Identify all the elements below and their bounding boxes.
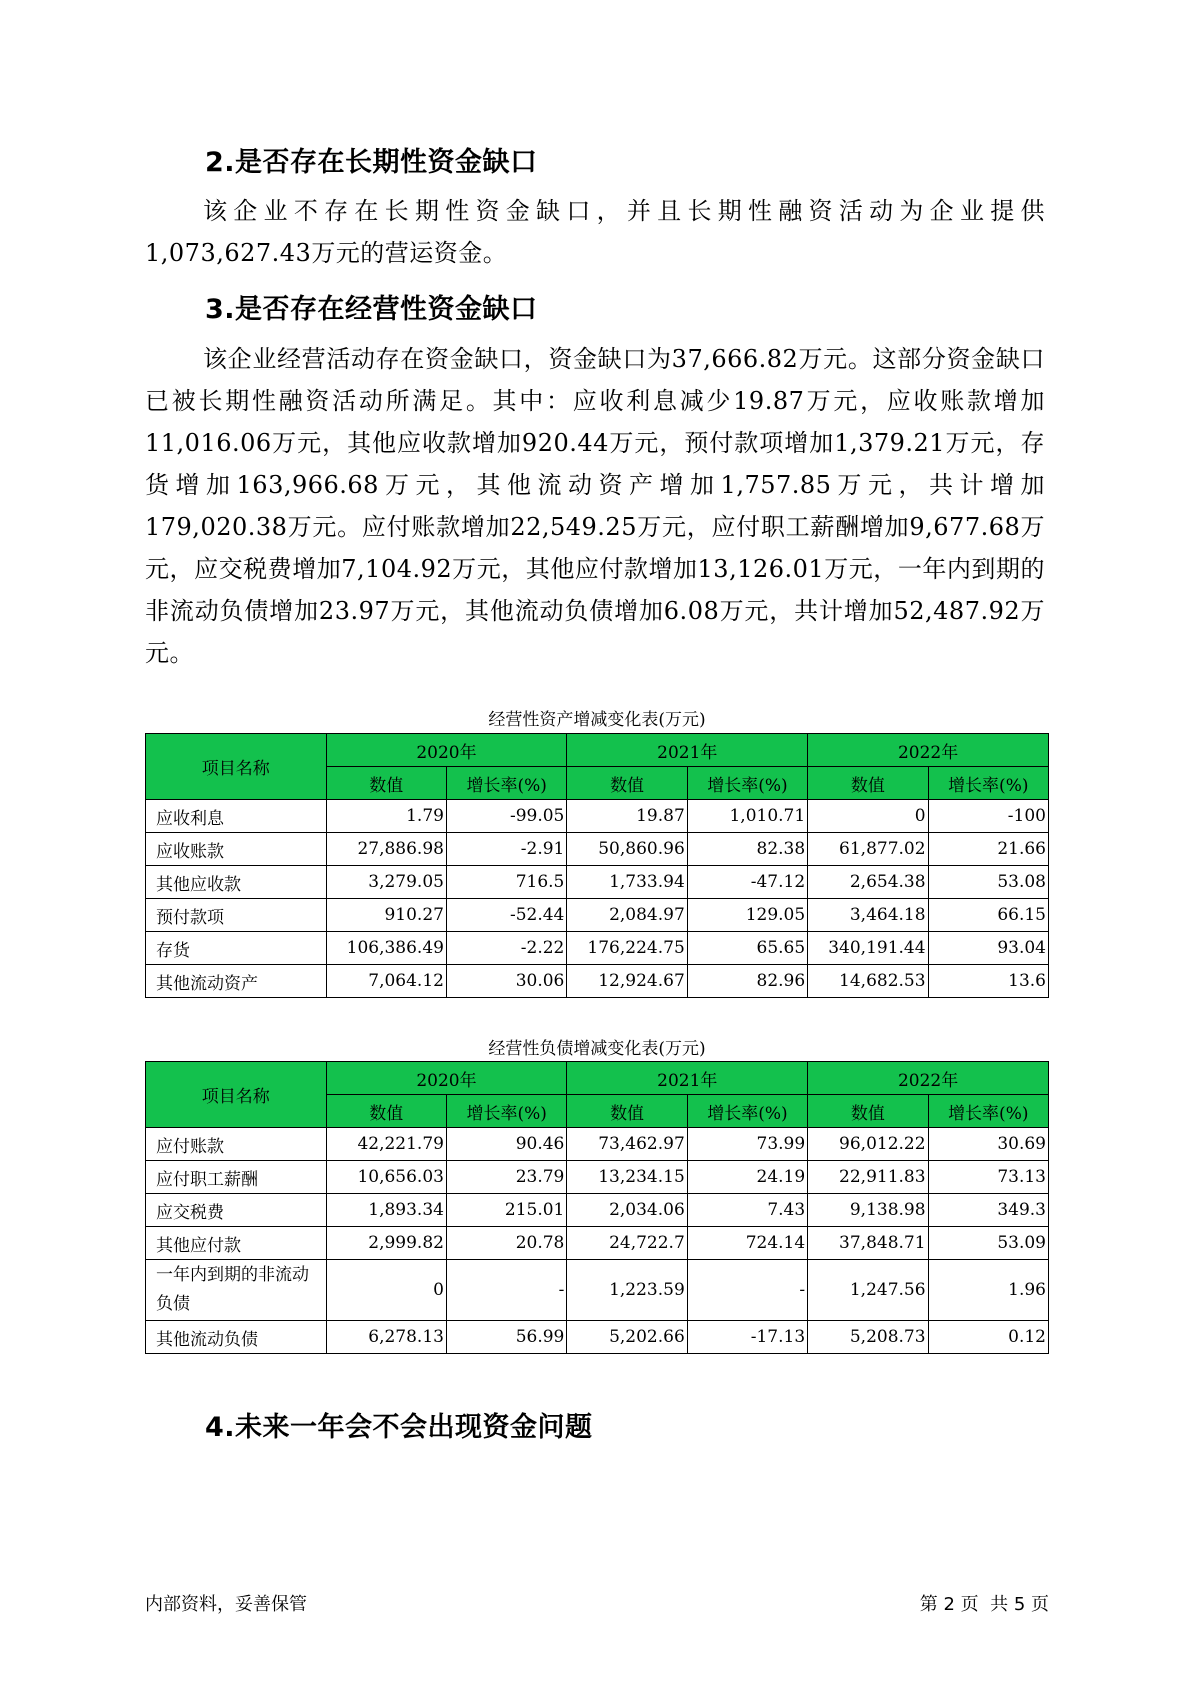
cell-value: 2,034.06 <box>567 1194 687 1227</box>
cell-growth: 73.99 <box>687 1128 807 1161</box>
item-name: 存货 <box>146 932 327 965</box>
value-header: 数值 <box>567 767 687 800</box>
table-row <box>146 1260 1049 1321</box>
item-name: 应付账款 <box>146 1128 327 1161</box>
cell-value: 1.79 <box>326 800 446 833</box>
cell-value: 61,877.02 <box>808 833 928 866</box>
cell-value: 24,722.7 <box>567 1227 687 1260</box>
cell-value: 1,247.56 <box>808 1260 928 1321</box>
cell-growth: -17.13 <box>687 1321 807 1354</box>
item-name: 一年内到期的非流动负债 <box>146 1260 327 1321</box>
cell-growth: 129.05 <box>687 899 807 932</box>
cell-growth: 724.14 <box>687 1227 807 1260</box>
table-row <box>146 965 1049 998</box>
section-2-paragraph: 该企业不存在长期性资金缺口，并且长期性融资活动为企业提供1,073,627.43万元的营运资金。 <box>145 197 1045 267</box>
cell-growth: 13.6 <box>928 965 1048 998</box>
cell-growth: -47.12 <box>687 866 807 899</box>
cell-value: 12,924.67 <box>567 965 687 998</box>
section-3-heading: 3.是否存在经营性资金缺口 <box>205 294 538 325</box>
cell-value: 37,848.71 <box>808 1227 928 1260</box>
item-name: 其他应付款 <box>146 1227 327 1260</box>
cell-value: 176,224.75 <box>567 932 687 965</box>
item-name: 其他流动负债 <box>146 1321 327 1354</box>
cell-growth: -100 <box>928 800 1048 833</box>
cell-value: 27,886.98 <box>326 833 446 866</box>
value-header: 数值 <box>326 767 446 800</box>
item-name-header: 项目名称 <box>146 734 327 800</box>
cell-growth: 30.69 <box>928 1128 1048 1161</box>
cell-growth: - <box>687 1260 807 1321</box>
cell-growth: 24.19 <box>687 1161 807 1194</box>
table-row <box>146 899 1049 932</box>
year-header: 2021年 <box>567 1062 808 1095</box>
growth-rate-header: 增长率(%) <box>687 1095 807 1128</box>
cell-growth: -52.44 <box>446 899 566 932</box>
value-header: 数值 <box>326 1095 446 1128</box>
cell-value: 3,464.18 <box>808 899 928 932</box>
cell-value: 2,999.82 <box>326 1227 446 1260</box>
cell-value: 10,656.03 <box>326 1161 446 1194</box>
assets-change-table <box>145 733 1049 998</box>
table-row <box>146 866 1049 899</box>
item-name: 应交税费 <box>146 1194 327 1227</box>
item-name: 应收账款 <box>146 833 327 866</box>
assets-table-caption: 经营性资产增减变化表(万元) <box>488 710 706 730</box>
cell-growth: -2.22 <box>446 932 566 965</box>
cell-value: 5,208.73 <box>808 1321 928 1354</box>
cell-growth: 93.04 <box>928 932 1048 965</box>
cell-growth: 349.3 <box>928 1194 1048 1227</box>
cell-growth: 21.66 <box>928 833 1048 866</box>
cell-value: 2,654.38 <box>808 866 928 899</box>
cell-growth: 53.08 <box>928 866 1048 899</box>
table-row <box>146 1321 1049 1354</box>
cell-growth: 23.79 <box>446 1161 566 1194</box>
cell-value: 14,682.53 <box>808 965 928 998</box>
year-header: 2020年 <box>326 1062 567 1095</box>
liabilities-change-table <box>145 1061 1049 1354</box>
cell-growth: -2.91 <box>446 833 566 866</box>
cell-growth: 1.96 <box>928 1260 1048 1321</box>
year-header: 2022年 <box>808 1062 1049 1095</box>
growth-rate-header: 增长率(%) <box>446 1095 566 1128</box>
cell-value: 2,084.97 <box>567 899 687 932</box>
year-header: 2020年 <box>326 734 567 767</box>
footer-page-number: 第 2 页 共 5 页 <box>919 1594 1049 1615</box>
table-row <box>146 1227 1049 1260</box>
cell-value: 1,733.94 <box>567 866 687 899</box>
growth-rate-header: 增长率(%) <box>928 1095 1048 1128</box>
cell-growth: 0.12 <box>928 1321 1048 1354</box>
cell-growth: 7.43 <box>687 1194 807 1227</box>
item-name: 应付职工薪酬 <box>146 1161 327 1194</box>
value-header: 数值 <box>808 767 928 800</box>
cell-growth: - <box>446 1260 566 1321</box>
cell-value: 73,462.97 <box>567 1128 687 1161</box>
item-name: 其他流动资产 <box>146 965 327 998</box>
cell-growth: 82.38 <box>687 833 807 866</box>
section-2-heading: 2.是否存在长期性资金缺口 <box>205 147 538 178</box>
cell-growth: 53.09 <box>928 1227 1048 1260</box>
cell-value: 7,064.12 <box>326 965 446 998</box>
item-name: 其他应收款 <box>146 866 327 899</box>
cell-value: 0 <box>808 800 928 833</box>
value-header: 数值 <box>567 1095 687 1128</box>
cell-value: 1,223.59 <box>567 1260 687 1321</box>
year-header: 2022年 <box>808 734 1049 767</box>
cell-growth: 82.96 <box>687 965 807 998</box>
cell-growth: 73.13 <box>928 1161 1048 1194</box>
cell-growth: 65.65 <box>687 932 807 965</box>
item-name: 应收利息 <box>146 800 327 833</box>
table-row <box>146 1128 1049 1161</box>
cell-value: 5,202.66 <box>567 1321 687 1354</box>
cell-value: 3,279.05 <box>326 866 446 899</box>
cell-value: 13,234.15 <box>567 1161 687 1194</box>
cell-growth: 1,010.71 <box>687 800 807 833</box>
cell-value: 42,221.79 <box>326 1128 446 1161</box>
growth-rate-header: 增长率(%) <box>687 767 807 800</box>
value-header: 数值 <box>808 1095 928 1128</box>
cell-value: 96,012.22 <box>808 1128 928 1161</box>
growth-rate-header: 增长率(%) <box>446 767 566 800</box>
cell-growth: 215.01 <box>446 1194 566 1227</box>
cell-value: 340,191.44 <box>808 932 928 965</box>
cell-value: 106,386.49 <box>326 932 446 965</box>
footer-confidential-note: 内部资料，妥善保管 <box>145 1594 307 1615</box>
cell-growth: 20.78 <box>446 1227 566 1260</box>
table-row <box>146 833 1049 866</box>
growth-rate-header: 增长率(%) <box>928 767 1048 800</box>
cell-value: 9,138.98 <box>808 1194 928 1227</box>
item-name-header: 项目名称 <box>146 1062 327 1128</box>
table-row <box>146 1194 1049 1227</box>
cell-value: 50,860.96 <box>567 833 687 866</box>
cell-value: 6,278.13 <box>326 1321 446 1354</box>
liabilities-table-caption: 经营性负债增减变化表(万元) <box>488 1039 706 1059</box>
cell-value: 1,893.34 <box>326 1194 446 1227</box>
table-row <box>146 1161 1049 1194</box>
item-name: 预付款项 <box>146 899 327 932</box>
cell-growth: 66.15 <box>928 899 1048 932</box>
cell-growth: -99.05 <box>446 800 566 833</box>
section-4-heading: 4.未来一年会不会出现资金问题 <box>205 1412 593 1443</box>
section-3-paragraph: 该企业经营活动存在资金缺口，资金缺口为37,666.82万元。这部分资金缺口已被长期性融资活动所满足。其中：应收利息减少19.87万元，应收账款增加11,016.06万元，其他应收款增加920.44万元，预付款项增加1,379.21万元，存货增加163,966.68万元，其他流动资产增加1,757.85万元，共计增加179,020.38万元。应付账款增加22,549.25万元，应付职工薪酬增加9,677.68万元，应交税费增加7,104.92万元，其他应付款增加13,126.01万元，一年内到期的非流动负债增加23.97万元，其他流动负债增加6.08万元，共计增加52,487.92万元。 <box>145 345 1045 667</box>
cell-growth: 56.99 <box>446 1321 566 1354</box>
year-header: 2021年 <box>567 734 808 767</box>
cell-value: 910.27 <box>326 899 446 932</box>
cell-value: 19.87 <box>567 800 687 833</box>
cell-growth: 30.06 <box>446 965 566 998</box>
cell-value: 0 <box>326 1260 446 1321</box>
table-row <box>146 800 1049 833</box>
table-row <box>146 932 1049 965</box>
cell-value: 22,911.83 <box>808 1161 928 1194</box>
cell-growth: 716.5 <box>446 866 566 899</box>
cell-growth: 90.46 <box>446 1128 566 1161</box>
